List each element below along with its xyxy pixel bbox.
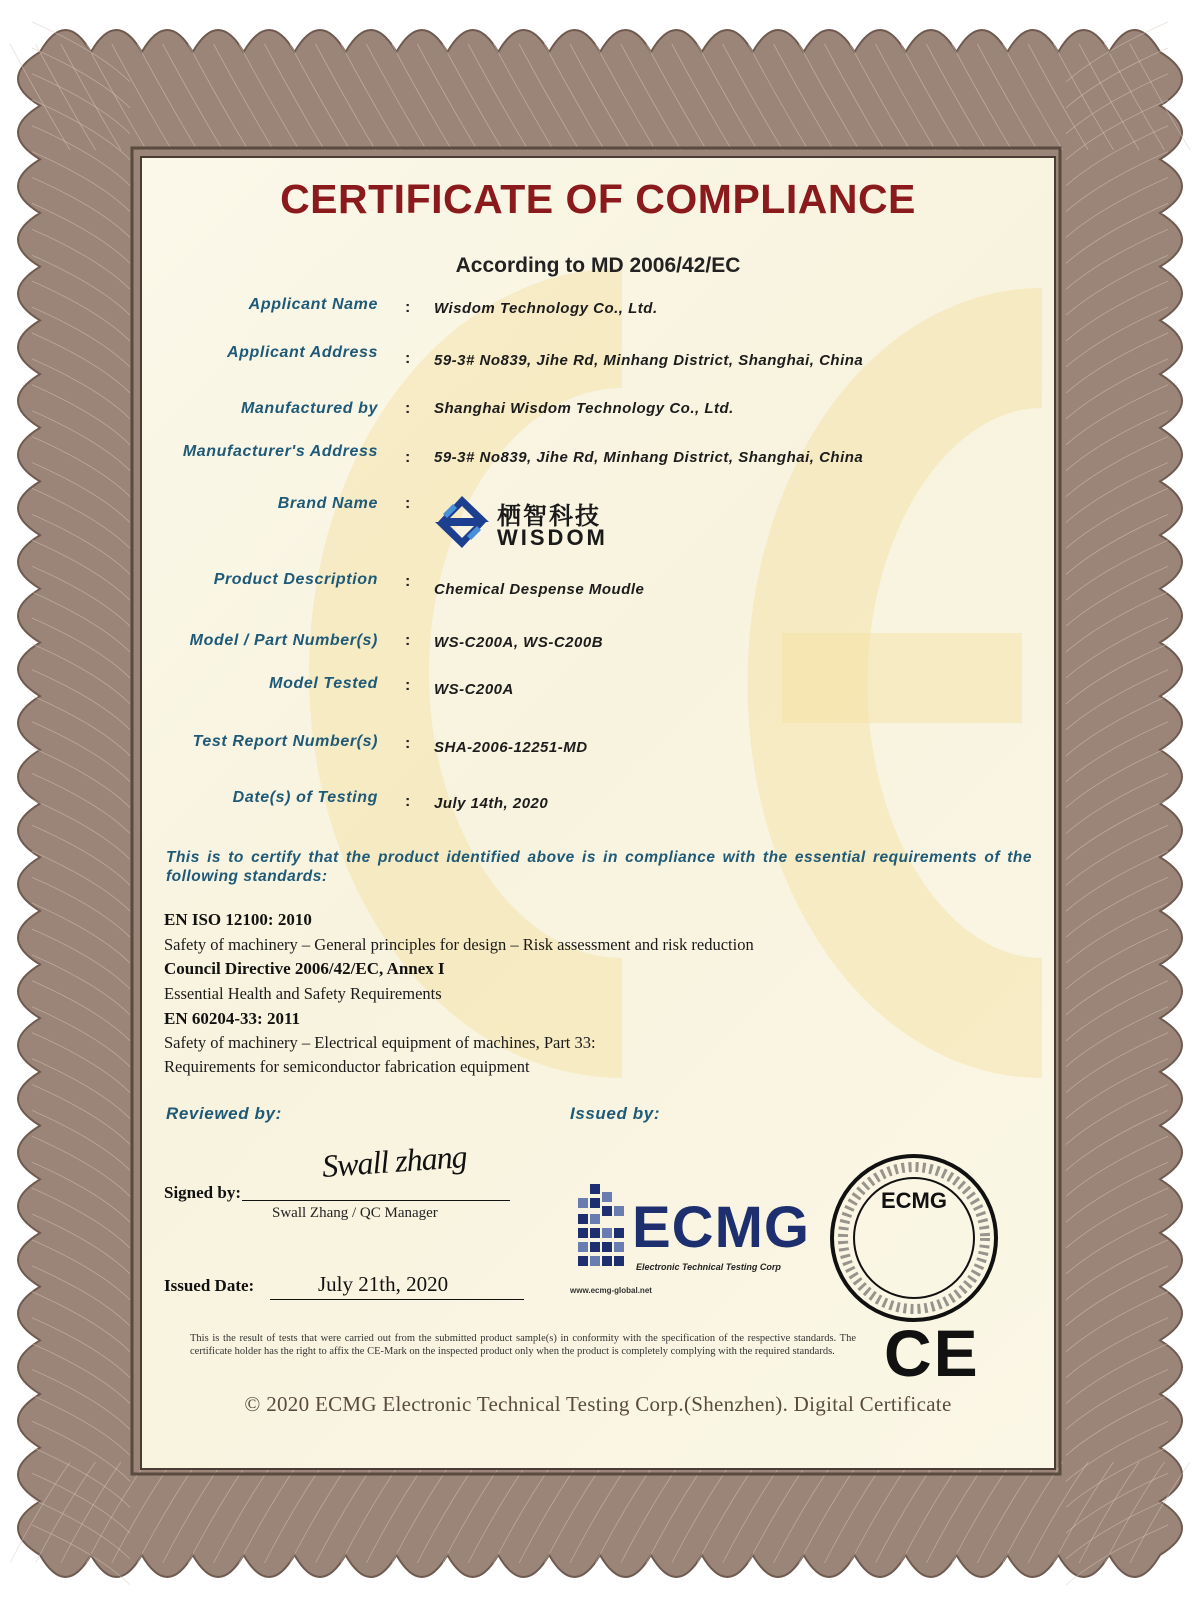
field-model-tested <box>142 675 1054 705</box>
field-colon: : <box>405 793 411 810</box>
field-colon: : <box>405 299 411 316</box>
field-colon: : <box>405 735 411 752</box>
issued-date-label: Issued Date: <box>164 1276 255 1295</box>
field-colon: : <box>405 400 411 417</box>
field-dates-of-testing <box>142 789 1054 819</box>
issued-date-line <box>270 1299 524 1300</box>
field-label: Manufactured by <box>240 400 378 417</box>
signed-by-label: Signed by: <box>164 1183 241 1202</box>
field-manufacturer-address <box>142 443 1054 473</box>
field-colon: : <box>405 573 411 590</box>
field-label: Brand Name <box>277 495 378 512</box>
field-label: Model / Part Number(s) <box>189 632 378 649</box>
issued-by-label: Issued by: <box>570 1104 661 1123</box>
field-colon: : <box>405 632 411 649</box>
field-value: Chemical Despense Moudle <box>434 581 645 598</box>
ecmg-logo-subtitle: Electronic Technical Testing Corp <box>636 1262 781 1272</box>
certify-statement: This is to certify that the product identified above is in compliance with the essential requirements of the following standards: <box>166 849 1032 885</box>
field-manufactured-by <box>142 400 1054 430</box>
field-label: Model Tested <box>269 675 378 692</box>
brand-logo <box>433 494 633 554</box>
standard-title: Council Directive 2006/42/EC, Annex I <box>164 959 445 978</box>
field-product-description <box>142 571 1054 601</box>
ecmg-logo <box>570 1184 814 1304</box>
field-colon: : <box>405 350 411 367</box>
field-applicant-address <box>142 344 1054 374</box>
ecmg-website: www.ecmg-global.net <box>570 1286 652 1295</box>
field-value: SHA-2006-12251-MD <box>434 739 588 756</box>
standard-description: Safety of machinery – General principles for design – Risk assessment and risk reduction <box>164 935 754 954</box>
certificate-paper <box>140 156 1056 1470</box>
field-value: 59-3# No839, Jihe Rd, Minhang District, Shanghai, China <box>434 352 864 369</box>
field-colon: : <box>405 495 411 512</box>
certificate-title: CERTIFICATE OF COMPLIANCE <box>280 176 916 222</box>
fine-print: This is the result of tests that were carried out from the submitted product sample(s) in conformity with the specification of the respective standards. The certificate holder has the right to affix the CE-Mark on the inspected product only when the product is completely complying with the required standards. <box>190 1333 856 1357</box>
wisdom-logo-icon <box>433 494 491 550</box>
field-label: Test Report Number(s) <box>192 733 378 750</box>
signature-line <box>242 1200 510 1201</box>
field-test-report-numbers <box>142 733 1054 763</box>
field-value: Shanghai Wisdom Technology Co., Ltd. <box>434 400 734 417</box>
ecmg-seal-stamp <box>828 1152 1000 1324</box>
standard-title: EN ISO 12100: 2010 <box>164 910 312 929</box>
ce-mark: CE <box>884 1316 980 1390</box>
field-model-part-numbers <box>142 632 1054 662</box>
seal-text: ECMG <box>881 1188 947 1213</box>
copyright-footer: © 2020 ECMG Electronic Technical Testing Corp.(Shenzhen). Digital Certificate <box>244 1392 952 1416</box>
standard-description: Essential Health and Safety Requirements <box>164 984 442 1003</box>
field-colon: : <box>405 449 411 466</box>
field-value: WS-C200A <box>434 681 514 698</box>
standard-description: Safety of machinery – Electrical equipment of machines, Part 33: <box>164 1033 596 1052</box>
field-value: 59-3# No839, Jihe Rd, Minhang District, Shanghai, China <box>434 449 864 466</box>
field-label: Date(s) of Testing <box>232 789 378 806</box>
standard-title: EN 60204-33: 2011 <box>164 1009 300 1028</box>
ecmg-grid-icon <box>574 1184 634 1274</box>
field-label: Applicant Name <box>248 296 378 313</box>
field-label: Product Description <box>213 571 378 588</box>
field-value: Wisdom Technology Co., Ltd. <box>434 300 658 317</box>
field-applicant-name <box>142 296 1054 326</box>
standard-description: Requirements for semiconductor fabrication equipment <box>164 1057 530 1076</box>
field-value: WS-C200A, WS-C200B <box>434 634 604 651</box>
reviewed-by-label: Reviewed by: <box>166 1104 282 1123</box>
signer-name: Swall Zhang / QC Manager <box>272 1205 438 1221</box>
brand-chinese-name: 栖智科技 <box>497 503 601 530</box>
field-label: Applicant Address <box>227 344 378 361</box>
issued-date-value: July 21th, 2020 <box>318 1272 449 1296</box>
brand-english-name: WISDOM <box>497 525 608 550</box>
field-colon: : <box>405 677 411 694</box>
field-label: Manufacturer's Address <box>182 443 378 460</box>
ecmg-logo-text: ECMG <box>632 1195 810 1260</box>
certificate-subtitle: According to MD 2006/42/EC <box>455 254 741 277</box>
seal-ring-icon <box>828 1152 1000 1324</box>
signature: Swall zhang <box>320 1138 468 1184</box>
field-value: July 14th, 2020 <box>434 795 549 812</box>
